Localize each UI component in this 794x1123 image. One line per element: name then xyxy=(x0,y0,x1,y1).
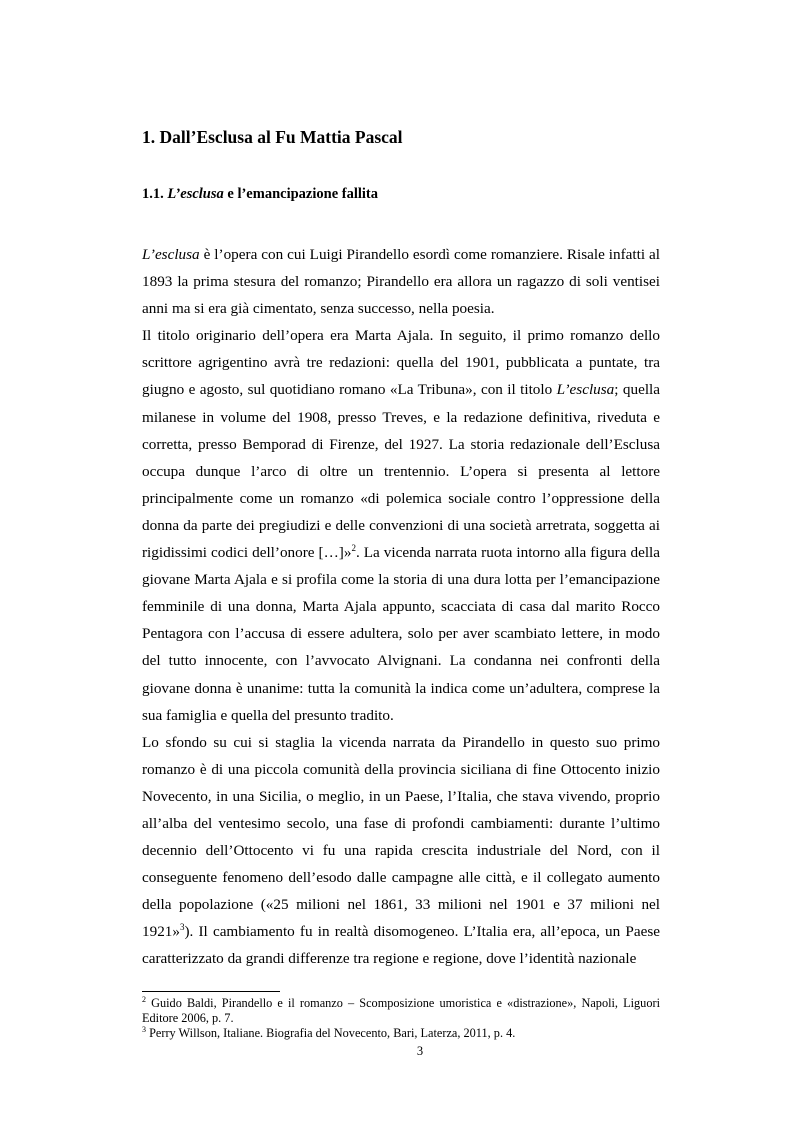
paragraph-2 xyxy=(142,322,660,728)
paragraph-text: Lo sfondo su cui si staglia la vicenda narrata da Pirandello in questo suo primo romanzo è di una piccola comunità della provincia siciliana di fine Ottocento inizio Novecento, in una Sicilia, o meglio, in un Paese, l’Italia, che stava vivendo, proprio all’alba del ventesimo secolo, una fase di profondi cambiamenti: durante l’ultimo decennio dell’Ottocento vi fu una rapida crescita industriale del Nord, con il conseguente fenomeno dell’esodo dalle campagne alle città, e il collegato aumento della popolazione («25 milioni nel 1861, 33 milioni nel 1901 e 37 milioni nel 1921» xyxy=(142,733,660,941)
italic-title: L’esclusa xyxy=(556,381,615,399)
section-number: 1.1. xyxy=(142,186,164,202)
footnote-number: 2 xyxy=(142,995,146,1004)
paragraph-1 xyxy=(142,241,660,322)
paragraph-text: . La vicenda narrata ruota intorno alla figura della giovane Marta Ajala e si profila come la storia di una dura lotta per l’emancipazione femminile di una donna, Marta Ajala appunto, scacciata di casa dal marito Rocco Pentagora con l’accusa di essere adultera, solo per aver scambiato lettere, in modo del tutto innocente, con l’avvocato Alvignani. La condanna nei confronti della giovane donna è unanime: tutta la comunità la indica come un’adultera, comprese la sua famiglia e quella del presunto tradito. xyxy=(142,544,660,724)
section-title-rest: e l’emancipazione fallita xyxy=(223,186,378,202)
body-text xyxy=(142,241,660,973)
footnote-ref[interactable]: 2 xyxy=(351,543,356,554)
paragraph-text: ; quella milanese in volume del 1908, presso Treves, e la redazione definitiva, riveduta e corretta, presso Bemporad di Firenze, del 1927. La storia redazionale dell’Esclusa occupa dunque l’arco di oltre un trentennio. L’opera si presenta al lettore principalmente come un romanzo «di polemica sociale contro l’oppressione della donna da parte dei pregiudizi e delle convenzioni di una società arretrata, soggetta ai rigidissimi codici dell’onore […]» xyxy=(142,381,660,562)
paragraph-text: è l’opera con cui Luigi Pirandello esordì come romanziere. Risale infatti al 1893 la prima stesura del romanzo; Pirandello era allora un ragazzo di soli ventisei anni ma si era già cimentato, senza successo, nella poesia. xyxy=(142,246,660,318)
section-title xyxy=(142,186,378,203)
italic-title: L’esclusa xyxy=(142,246,200,263)
paragraph-text: ). Il cambiamento fu in realtà disomogeneo. L’Italia era, all’epoca, un Paese caratterizzato da grandi differenze tra regione e regione, dove l’identità nazionale xyxy=(142,923,660,968)
chapter-title: 1. Dall’Esclusa al Fu Mattia Pascal xyxy=(142,127,403,147)
footnote-text: Guido Baldi, Pirandello e il romanzo – Scomposizione umoristica e «distrazione», Napoli, Liguori Editore 2006, p. 7. xyxy=(142,996,660,1025)
footnote-ref[interactable]: 3 xyxy=(179,922,185,933)
section-title-italic: L’esclusa xyxy=(167,186,224,202)
footnote-text: Perry Willson, Italiane. Biografia del Novecento, Bari, Laterza, 2011, p. 4. xyxy=(146,1026,516,1040)
footnotes xyxy=(142,996,660,1041)
footnote xyxy=(142,996,660,1026)
footnote-divider xyxy=(142,991,280,992)
page-number: 3 xyxy=(416,1044,424,1058)
footnote xyxy=(142,1026,660,1041)
paragraph-3 xyxy=(142,729,660,973)
footnote-number: 3 xyxy=(142,1025,146,1034)
paragraph-text: Il titolo originario dell’opera era Marta Ajala. In seguito, il primo romanzo dello scrittore agrigentino avrà tre redazioni: quella del 1901, pubblicata a puntate, tra giugno e agosto, sul quotidiano romano «La Tribuna», con il titolo xyxy=(142,327,660,399)
